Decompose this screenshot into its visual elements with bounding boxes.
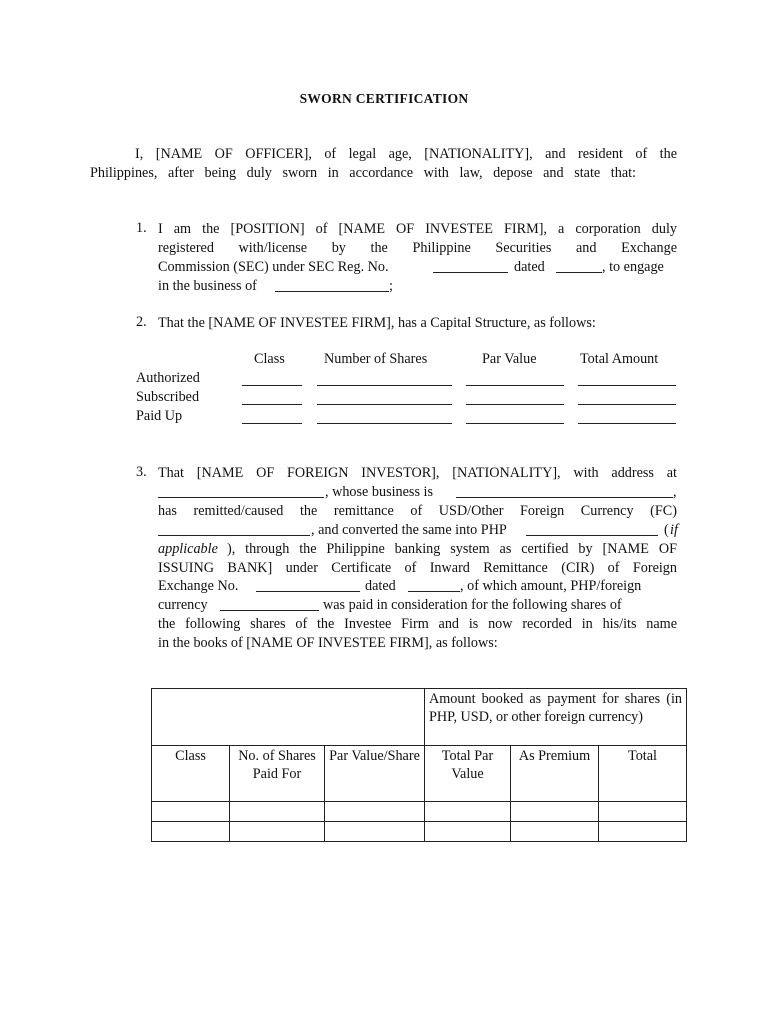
item-3-line-3: has remitted/caused the remittance of USD/Other Foreign Currency (FC)	[158, 503, 677, 519]
table-cell[interactable]	[425, 822, 511, 842]
table-blank-header-cell	[152, 689, 425, 746]
table-header-as-premium: As Premium	[511, 746, 599, 802]
item-3-line-2b: ,	[673, 484, 677, 500]
table-header-shares-paid: No. of Shares Paid For	[230, 746, 325, 802]
authorized-par-blank[interactable]	[466, 385, 564, 386]
item-1-line-3a: Commission (SEC) under SEC Reg. No.	[158, 259, 389, 275]
table-cell[interactable]	[511, 822, 599, 842]
item-3-line-9: the following shares of the Investee Firm and is now recorded in his/its name	[158, 616, 677, 632]
item-1-number: 1.	[136, 220, 147, 236]
authorized-class-blank[interactable]	[242, 385, 302, 386]
item-1-line-4a: in the business of	[158, 278, 257, 294]
shares-payment-table	[151, 688, 687, 842]
paid-up-shares-blank[interactable]	[317, 423, 452, 424]
remittance-amount-blank[interactable]	[158, 535, 310, 536]
table-header-total-par-value: Total Par Value	[425, 746, 511, 802]
item-1-line-3c: , to engage	[602, 259, 664, 275]
table-row	[152, 822, 687, 842]
cir-date-blank[interactable]	[408, 591, 460, 592]
item-2-number: 2.	[136, 314, 147, 330]
item-3-line-8a: currency	[158, 597, 208, 613]
table-cell[interactable]	[599, 822, 687, 842]
capital-row-authorized: Authorized	[136, 370, 200, 386]
capital-header-par-value: Par Value	[482, 351, 537, 367]
document-title: SWORN CERTIFICATION	[299, 91, 469, 106]
item-3-line-4a: , and converted the same into PHP	[311, 522, 507, 538]
cir-number-blank[interactable]	[256, 591, 360, 592]
table-cell[interactable]	[230, 802, 325, 822]
paid-up-par-blank[interactable]	[466, 423, 564, 424]
item-1-line-3b: dated	[514, 259, 545, 275]
table-group-header: Amount booked as payment for shares (in PHP, USD, or other foreign currency)	[425, 689, 687, 746]
table-header-total: Total	[599, 746, 687, 802]
sec-reg-no-blank[interactable]	[433, 272, 508, 273]
item-1-line-2: registered with/license by the Philippine Securities and Exchange	[158, 240, 677, 256]
item-3-line-1: That [NAME OF FOREIGN INVESTOR], [NATIONALITY], with address at	[158, 465, 677, 481]
item-3-line-4c: if	[670, 522, 678, 538]
intro-line-1: I, [NAME OF OFFICER], of legal age, [NATIONALITY], and resident of the	[135, 146, 677, 162]
table-header-par-value-share: Par Value/Share	[325, 746, 425, 802]
table-cell[interactable]	[230, 822, 325, 842]
item-3-line-4b: (	[664, 522, 669, 538]
table-header-class: Class	[152, 746, 230, 802]
capital-header-class: Class	[254, 351, 285, 367]
table-cell[interactable]	[152, 822, 230, 842]
item-3-line-2a: , whose business is	[325, 484, 433, 500]
sec-date-blank[interactable]	[556, 272, 602, 273]
subscribed-shares-blank[interactable]	[317, 404, 452, 405]
table-cell[interactable]	[152, 802, 230, 822]
table-row	[152, 802, 687, 822]
item-1-line-4b: ;	[389, 278, 393, 294]
item-3-line-8b: was paid in consideration for the following shares of	[323, 597, 622, 613]
item-3-line-10: in the books of [NAME OF INVESTEE FIRM], as follows:	[158, 635, 498, 651]
paid-up-total-blank[interactable]	[578, 423, 676, 424]
investor-address-blank[interactable]	[158, 497, 324, 498]
table-cell[interactable]	[325, 802, 425, 822]
php-amount-blank[interactable]	[526, 535, 658, 536]
subscribed-class-blank[interactable]	[242, 404, 302, 405]
capital-header-shares: Number of Shares	[324, 351, 428, 367]
authorized-shares-blank[interactable]	[317, 385, 452, 386]
table-cell[interactable]	[599, 802, 687, 822]
currency-amount-blank[interactable]	[220, 610, 319, 611]
item-3-line-7a: Exchange No.	[158, 578, 239, 594]
capital-header-total: Total Amount	[580, 351, 659, 367]
item-3-number: 3.	[136, 464, 147, 480]
capital-row-subscribed: Subscribed	[136, 389, 200, 405]
business-blank[interactable]	[275, 291, 389, 292]
paid-up-class-blank[interactable]	[242, 423, 302, 424]
capital-row-paid-up: Paid Up	[136, 408, 183, 424]
intro-line-2: Philippines, after being duly sworn in accordance with law, depose and state that:	[90, 165, 636, 181]
item-3-line-6: ISSUING BANK] under Certificate of Inward Remittance (CIR) of Foreign	[158, 560, 677, 576]
item-3-line-5b: ), through the Philippine banking system as certified by [NAME OF	[227, 541, 677, 557]
table-cell[interactable]	[511, 802, 599, 822]
authorized-total-blank[interactable]	[578, 385, 676, 386]
table-cell[interactable]	[425, 802, 511, 822]
subscribed-total-blank[interactable]	[578, 404, 676, 405]
item-3-line-7b: dated	[365, 578, 396, 594]
item-3-line-7c: , of which amount, PHP/foreign	[460, 578, 642, 594]
investor-business-blank[interactable]	[456, 497, 673, 498]
subscribed-par-blank[interactable]	[466, 404, 564, 405]
item-1-line-1: I am the [POSITION] of [NAME OF INVESTEE FIRM], a corporation duly	[158, 221, 677, 237]
table-cell[interactable]	[325, 822, 425, 842]
item-2-line-1: That the [NAME OF INVESTEE FIRM], has a Capital Structure, as follows:	[158, 315, 596, 331]
item-3-line-5a: applicable	[158, 541, 218, 557]
